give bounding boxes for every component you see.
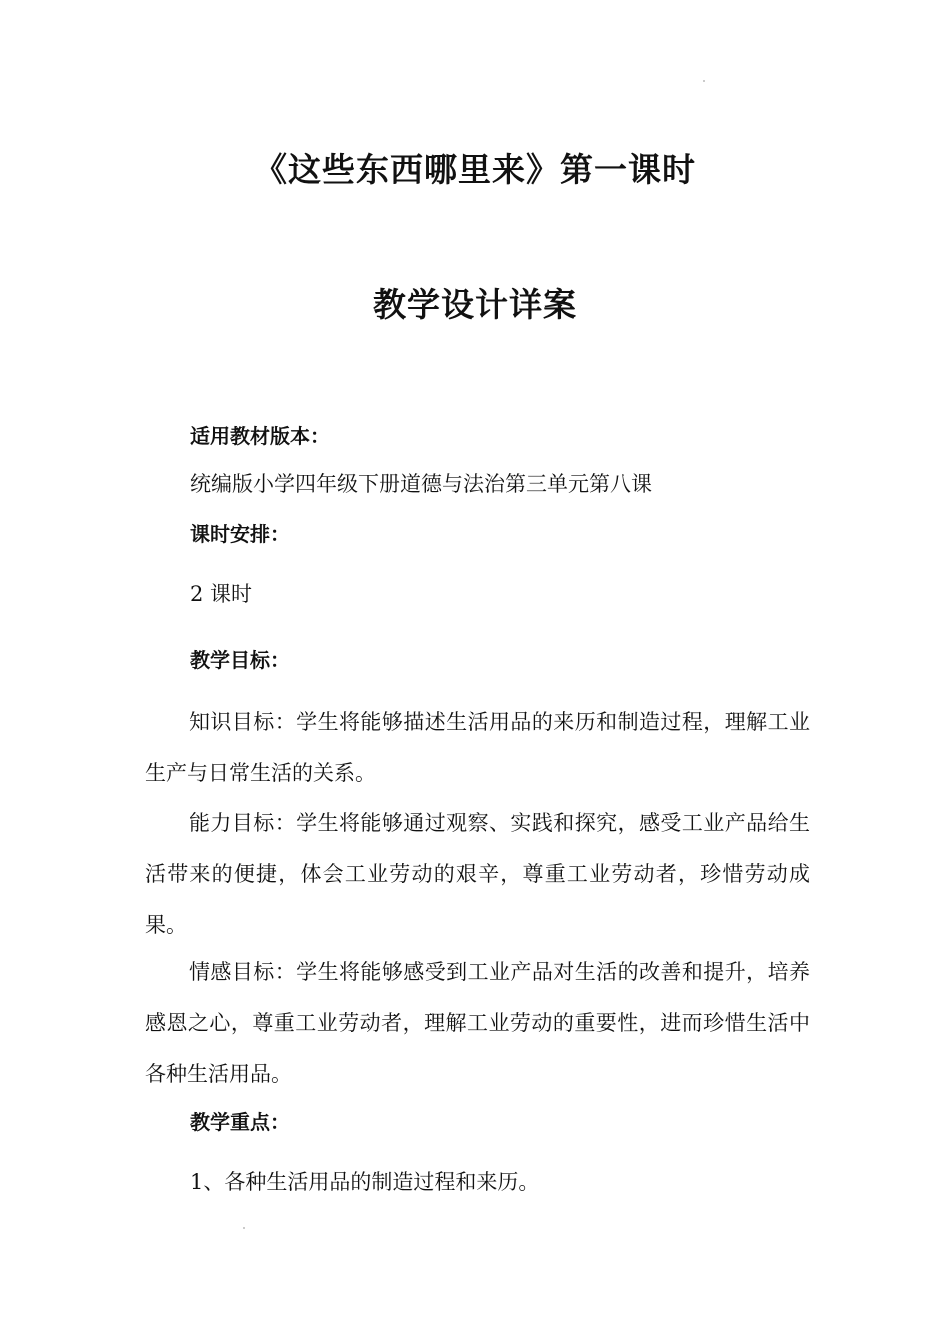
goals-heading: 教学目标： [190, 648, 290, 672]
goal-knowledge-paragraph: 知识目标：学生将能够描述生活用品的来历和制造过程，理解工业生产与日常生活的关系。 [145, 710, 810, 785]
schedule-heading: 课时安排： [190, 522, 290, 546]
goal-ability-paragraph: 能力目标：学生将能够通过观察、实践和探究，感受工业产品给生活带来的便捷，体会工业劳动的艰辛，尊重工业劳动者，珍惜劳动成果。 [145, 811, 810, 937]
page-speck [243, 1227, 245, 1229]
goal-emotion-paragraph: 情感目标：学生将能够感受到工业产品对生活的改善和提升，培养感恩之心，尊重工业劳动者，理解工业劳动的重要性，进而珍惜生活中各种生活用品。 [145, 960, 810, 1086]
edition-heading: 适用教材版本： [190, 424, 330, 448]
edition-text: 统编版小学四年级下册道德与法治第三单元第八课 [190, 472, 652, 496]
key-points-heading: 教学重点： [190, 1110, 290, 1134]
document-subtitle: 教学设计详案 [373, 285, 577, 324]
key-point-item: 1、各种生活用品的制造过程和来历。 [190, 1170, 540, 1194]
schedule-text: 2 课时 [190, 582, 253, 606]
page-speck [703, 80, 705, 82]
document-title: 《这些东西哪里来》第一课时 [254, 150, 696, 189]
